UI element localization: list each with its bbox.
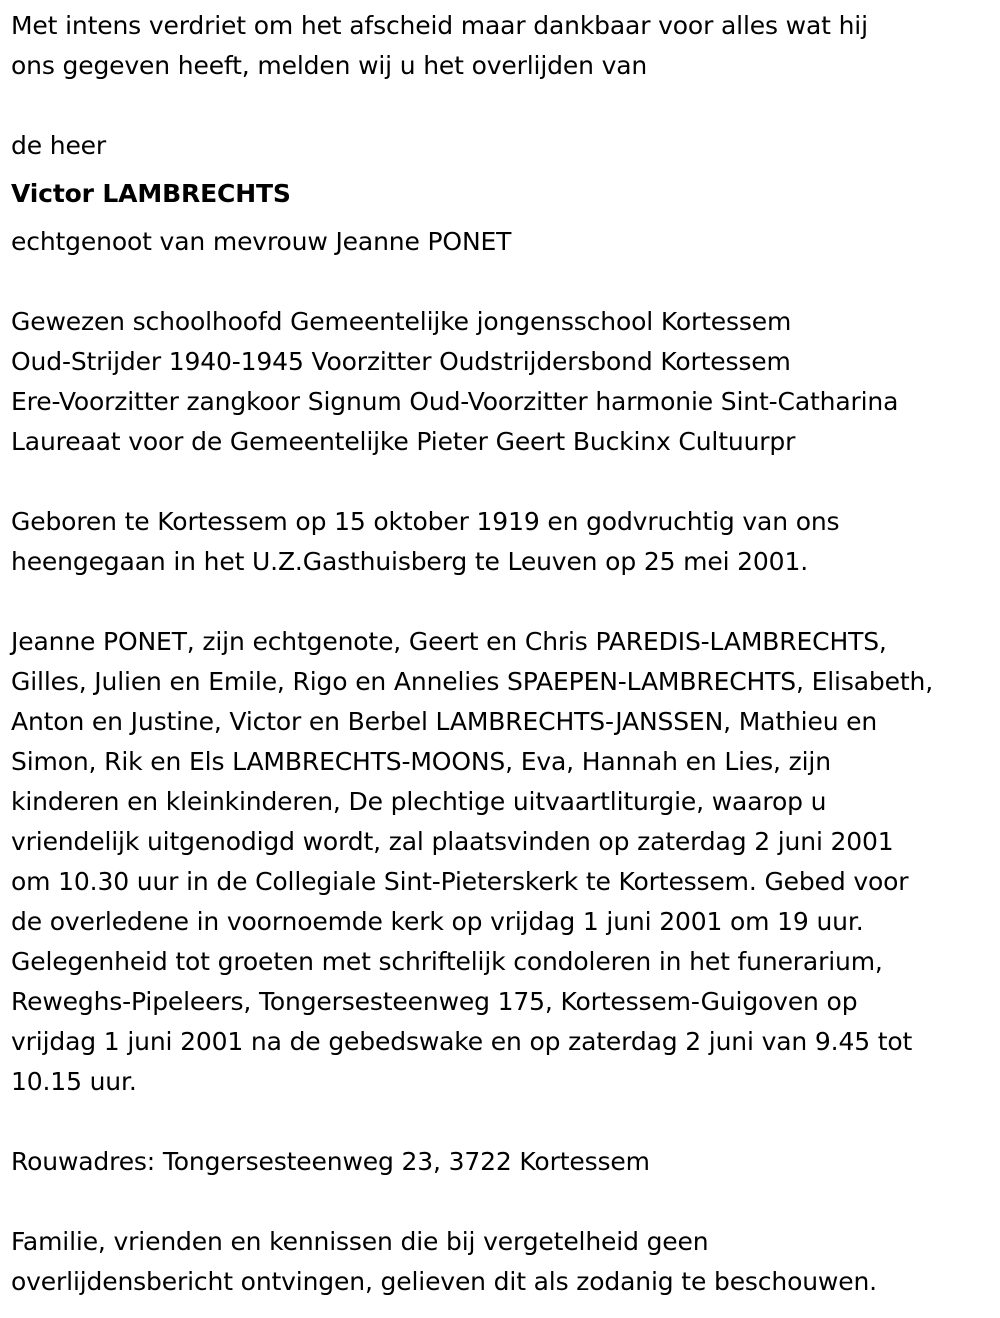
family-line: Gilles, Julien en Emile, Rigo en Annelies SPAEPEN-LAMBRECHTS, Elisabeth, <box>11 667 933 696</box>
family-line: Reweghs-Pipeleers, Tongersesteenweg 175, Kortessem-Guigoven op <box>11 987 858 1016</box>
mourning-address: Rouwadres: Tongersesteenweg 23, 3722 Kortessem <box>11 1147 650 1176</box>
birth-death-line: Geboren te Kortessem op 15 oktober 1919 en godvruchtig van ons <box>11 507 840 536</box>
function-line: Oud-Strijder 1940-1945 Voorzitter Oudstrijdersbond Kortessem <box>11 347 791 376</box>
function-line: Ere-Voorzitter zangkoor Signum Oud-Voorzitter harmonie Sint-Catharina <box>11 387 899 416</box>
birth-death-line: heengegaan in het U.Z.Gasthuisberg te Leuven op 25 mei 2001. <box>11 547 808 576</box>
family-line: de overledene in voornoemde kerk op vrijdag 1 juni 2001 om 19 uur. <box>11 907 864 936</box>
family-line: Jeanne PONET, zijn echtgenote, Geert en Chris PAREDIS-LAMBRECHTS, <box>11 627 887 656</box>
family-line: 10.15 uur. <box>11 1067 137 1096</box>
family-line: vriendelijk uitgenodigd wordt, zal plaatsvinden op zaterdag 2 juni 2001 <box>11 827 894 856</box>
family-line: vrijdag 1 juni 2001 na de gebedswake en op zaterdag 2 juni van 9.45 tot <box>11 1027 913 1056</box>
closing-line: Familie, vrienden en kennissen die bij vergetelheid geen <box>11 1227 709 1256</box>
family-line: om 10.30 uur in de Collegiale Sint-Pieterskerk te Kortessem. Gebed voor <box>11 867 909 896</box>
function-line: Laureaat voor de Gemeentelijke Pieter Geert Buckinx Cultuurpr <box>11 427 796 456</box>
family-line: kinderen en kleinkinderen, De plechtige uitvaartliturgie, waarop u <box>11 787 827 816</box>
intro-line: Met intens verdriet om het afscheid maar dankbaar voor alles wat hij <box>11 11 868 40</box>
closing-line: overlijdensbericht ontvingen, gelieven dit als zodanig te beschouwen. <box>11 1267 877 1296</box>
family-line: Anton en Justine, Victor en Berbel LAMBRECHTS-JANSSEN, Mathieu en <box>11 707 878 736</box>
family-line: Simon, Rik en Els LAMBRECHTS-MOONS, Eva, Hannah en Lies, zijn <box>11 747 831 776</box>
family-line: Gelegenheid tot groeten met schriftelijk condoleren in het funerarium, <box>11 947 883 976</box>
function-line: Gewezen schoolhoofd Gemeentelijke jongensschool Kortessem <box>11 307 792 336</box>
spouse-line: echtgenoot van mevrouw Jeanne PONET <box>11 227 512 256</box>
intro-line: ons gegeven heeft, melden wij u het overlijden van <box>11 51 648 80</box>
honorific: de heer <box>11 131 107 160</box>
deceased-name: Victor LAMBRECHTS <box>11 179 291 208</box>
